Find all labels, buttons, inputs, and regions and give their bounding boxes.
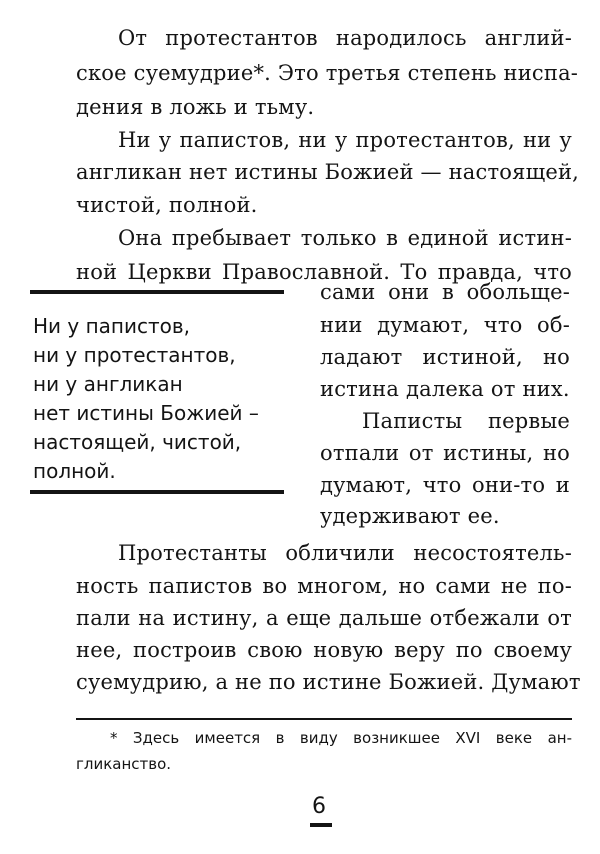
pull-quote-line: ни у протестантов, xyxy=(33,343,236,367)
pull-quote-line: полной. xyxy=(33,459,116,483)
pull-quote-bottom-rule xyxy=(30,490,284,494)
text-line: ность папистов во многом, но сами не по- xyxy=(76,574,572,598)
text-line: пали на истину, а еще дальше отбежали от xyxy=(76,606,572,630)
page-number-underline xyxy=(310,823,332,827)
text-line: Протестанты обличили несостоятель- xyxy=(118,541,572,565)
text-line: Она пребывает только в единой истин- xyxy=(118,226,572,250)
text-line: сами они в обольще- xyxy=(320,280,570,304)
pull-quote xyxy=(33,312,293,486)
text-line: англикан нет истины Божией — настоящей, xyxy=(76,160,580,184)
pull-quote-line: настоящей, чистой, xyxy=(33,430,242,454)
text-line: нее, построив свою новую веру по своему xyxy=(76,638,572,662)
pull-quote-line: нет истины Божией – xyxy=(33,401,259,425)
text-line: От протестантов народилось англий- xyxy=(118,26,572,50)
text-line: дения в ложь и тьму. xyxy=(76,95,315,119)
text-line: суемудрию, а не по истине Божией. Думают xyxy=(76,670,581,694)
footnote-line: гликанство. xyxy=(76,755,172,773)
footnote-rule xyxy=(76,718,572,720)
pull-quote-line: ни у англикан xyxy=(33,372,183,396)
text-line: чистой, полной. xyxy=(76,193,258,217)
text-line: думают, что они-то и xyxy=(320,473,570,497)
text-line: ское суемудрие*. Это третья степень ниспа- xyxy=(76,61,579,85)
pull-quote-top-rule xyxy=(30,290,284,294)
text-line: Ни у папистов, ни у протестантов, ни у xyxy=(118,128,572,152)
text-line: ной Церкви Православной. То правда, что xyxy=(76,260,572,284)
text-line: Паписты первые xyxy=(362,409,570,433)
page-number: 6 xyxy=(312,794,326,819)
text-line: отпали от истины, но xyxy=(320,441,570,465)
pull-quote-line: Ни у папистов, xyxy=(33,314,191,338)
text-line: нии думают, что об- xyxy=(320,313,570,337)
text-line: удерживают ее. xyxy=(320,504,500,528)
footnote-line: * Здесь имеется в виду возникшее XVI веке ан- xyxy=(110,729,572,747)
text-line: истина далека от них. xyxy=(320,377,570,401)
text-line: ладают истиной, но xyxy=(320,345,570,369)
